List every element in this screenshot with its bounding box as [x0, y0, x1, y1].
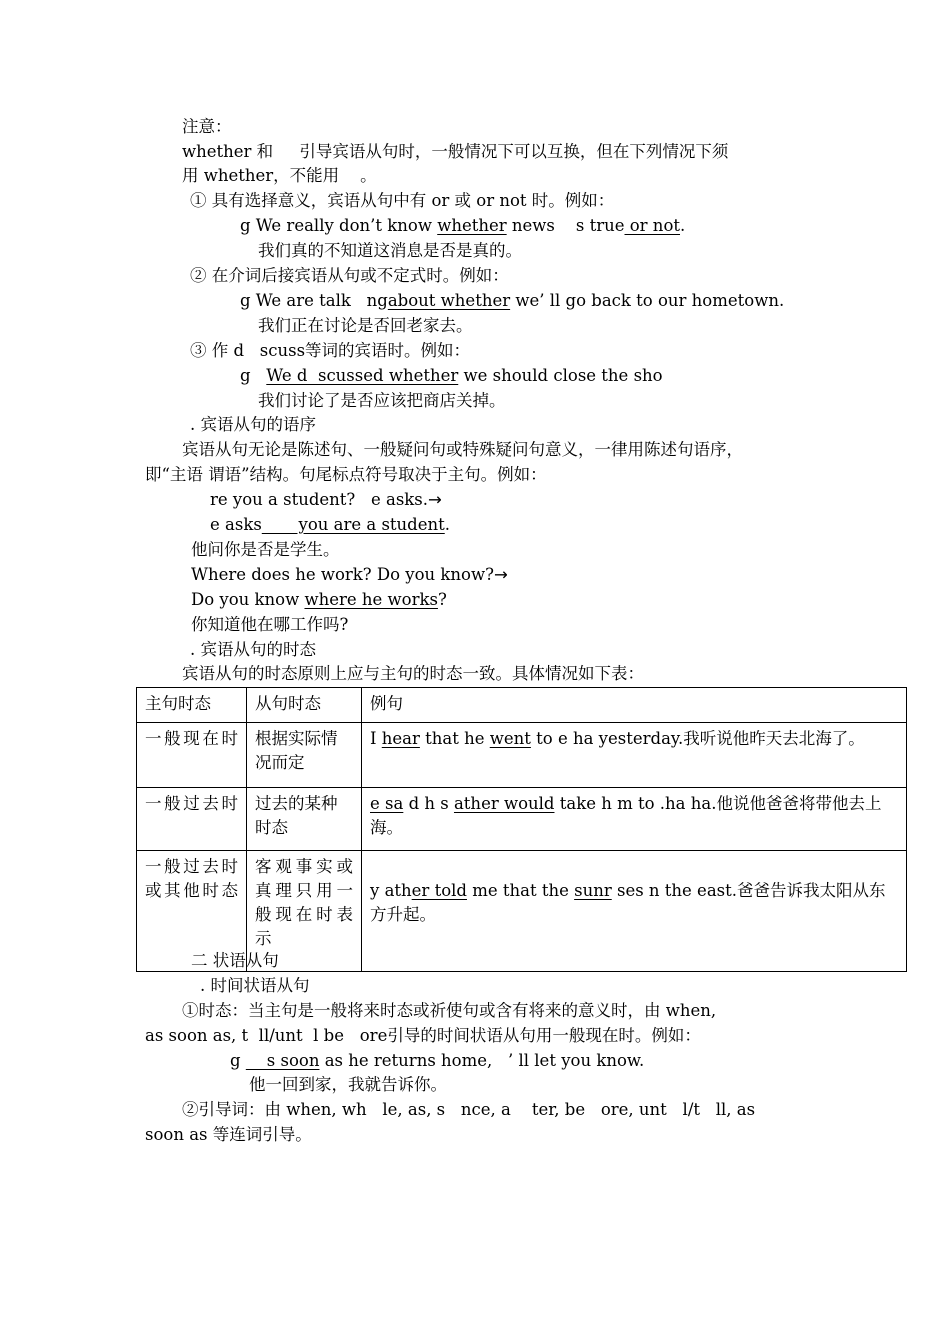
table-cell: 客观事实或真理只用一般现在时表示 [247, 851, 362, 972]
underlined-text: went [489, 729, 531, 748]
table-row [137, 723, 907, 788]
underlined-text: where he works [304, 590, 438, 609]
underlined-text: hear [381, 729, 420, 748]
tense-table [136, 687, 907, 972]
case3-heading: ③ 作 d scuss等词的宾语时。例如： [190, 341, 471, 360]
table-cell: 一般过去时或其他时态 [137, 851, 247, 972]
table-cell: 根据实际情况而定 [247, 723, 362, 788]
note-intro-line1: whether 和 引导宾语从句时，一般情况下可以互换，但在下列情况下须 [182, 142, 729, 161]
underlined-text: er told [411, 881, 467, 900]
case2-example: g We are talk ngabout whether we’ ll go back to our hometown. [240, 291, 785, 310]
tense-heading: . 宾语从句的时态 [190, 640, 316, 659]
table-cell: 一般过去时 [137, 788, 247, 851]
adverbial-para2-line2: soon as 等连词引导。 [145, 1125, 312, 1144]
case3-translation: 我们讨论了是否应该把商店关掉。 [258, 391, 506, 410]
arrow-right-icon: → [428, 490, 442, 509]
table-cell: y ather told me that the sunr ses n the east.爸爸告诉我太阳从东方升起。 [362, 851, 907, 972]
word-order-example2-question: Where does he work? Do you know?→ [191, 565, 508, 584]
underlined-text: ather would [453, 794, 555, 813]
case2-heading: ② 在介词后接宾语从句或不定式时。例如： [190, 266, 509, 285]
note-intro-line2: 用 whether，不能用 。 [182, 166, 377, 185]
adverbial-subheading: . 时间状语从句 [200, 976, 310, 995]
adverbial-example-translation: 他一回到家，我就告诉你。 [249, 1075, 447, 1094]
note-title: 注意： [182, 117, 232, 136]
word-order-para-line2: 即“主语 谓语”结构。句尾标点符号取决于主句。例如： [145, 465, 547, 484]
adverbial-example: g s soon as he returns home, ’ ll let you know. [230, 1051, 645, 1070]
adverbial-para1-line1: ①时态：当主句是一般将来时态或祈使句或含有将来的意义时，由 when, [182, 1001, 717, 1020]
underlined-text: or not [624, 216, 681, 235]
adverbial-para1-line2: as soon as, t ll/unt l be ore引导的时间状语从句用一般现在时。例如： [145, 1026, 701, 1045]
word-order-example2-translation: 你知道他在哪工作吗? [191, 615, 349, 634]
table-cell: e sa d h s ather would take h m to .ha ha.他说他爸爸将带他去上海。 [362, 788, 907, 851]
underlined-text: s soon [245, 1051, 320, 1070]
underlined-text: We d scussed whether [266, 366, 459, 385]
table-header-row [137, 688, 907, 723]
word-order-heading: . 宾语从句的语序 [190, 415, 316, 434]
tense-paragraph: 宾语从句的时态原则上应与主句的时态一致。具体情况如下表： [182, 664, 644, 683]
table-cell: 一般现在时 [137, 723, 247, 788]
case1-heading: ① 具有选择意义，宾语从句中有 or 或 or not 时。例如： [190, 191, 615, 210]
table-row [137, 788, 907, 851]
table-cell: I hear that he went to e ha yesterday.我听说他昨天去北海了。 [362, 723, 907, 788]
case2-translation: 我们正在讨论是否回老家去。 [258, 316, 473, 335]
arrow-right-icon: → [493, 565, 508, 584]
table-cell: 过去的某种时态 [247, 788, 362, 851]
case3-example: g We d scussed whether we should close the sho [240, 366, 663, 385]
word-order-example1-translation: 他问你是否是学生。 [191, 540, 340, 559]
table-header-cell: 例句 [362, 688, 907, 723]
underlined-text: you are a student [261, 515, 445, 534]
underlined-text: sunr [574, 881, 612, 900]
case1-example: g We really don’t know whether news s true or not. [240, 216, 686, 235]
underlined-text: e sa [370, 794, 404, 813]
table-header-cell: 主句时态 [137, 688, 247, 723]
underlined-text: about whether [387, 291, 511, 310]
adverbial-heading: 二 状语从句 [191, 951, 279, 970]
table-header-cell: 从句时态 [247, 688, 362, 723]
word-order-example2-answer: Do you know where he works? [191, 590, 447, 609]
adverbial-para2-line1: ②引导词：由 when, wh le, as, s nce, a ter, be ore, unt l/t ll, as [182, 1100, 756, 1119]
word-order-para-line1: 宾语从句无论是陈述句、一般疑问句或特殊疑问句意义，一律用陈述句语序， [182, 440, 743, 459]
underlined-text: whether [437, 216, 507, 235]
case1-translation: 我们真的不知道这消息是否是真的。 [258, 241, 522, 260]
word-order-example1-answer: e asks you are a student. [210, 515, 450, 534]
word-order-example1-question: re you a student? e asks.→ [210, 490, 442, 509]
